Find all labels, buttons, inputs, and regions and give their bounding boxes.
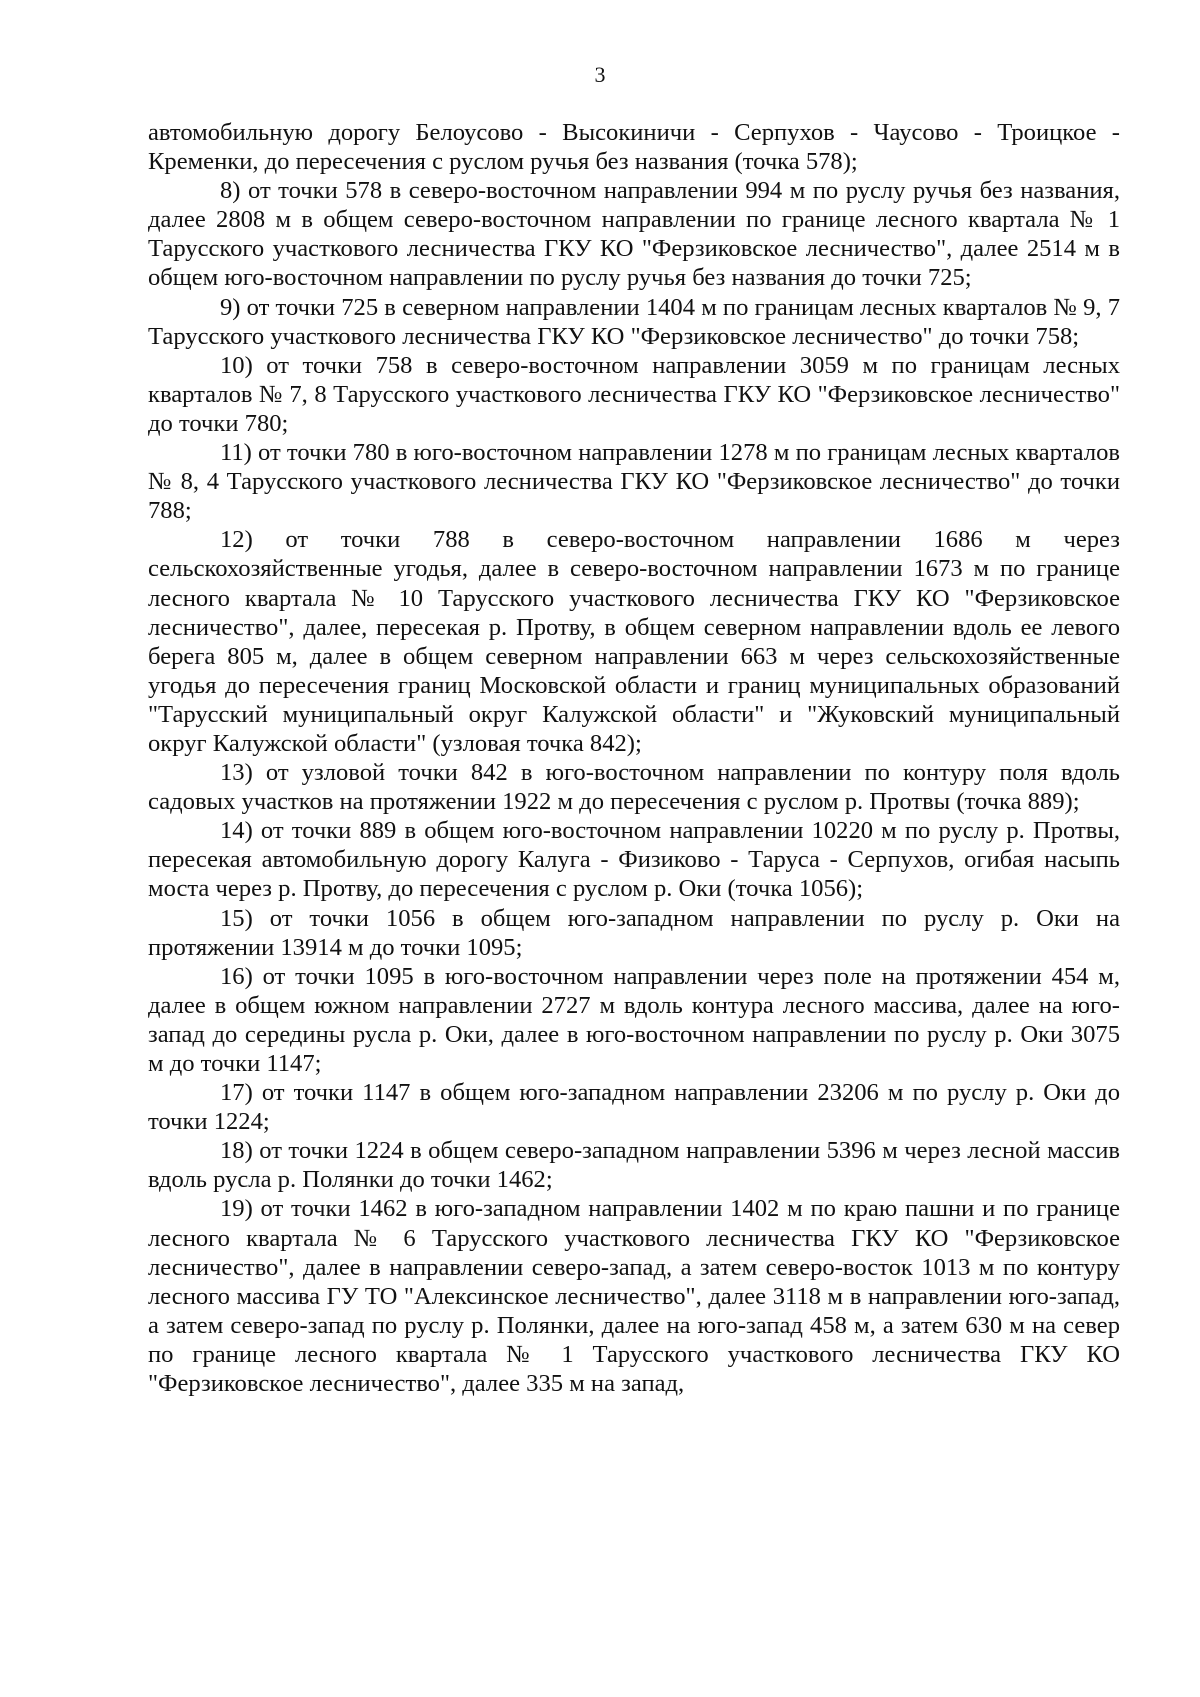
paragraph-item-11: 11) от точки 780 в юго-восточном направлении 1278 м по границам лесных кварталов № 8, 4 Тарусского участкового лесничества ГКУ КО "Ферзиковское лесничество" до точки 788;	[148, 439, 1120, 525]
paragraph-item-8: 8) от точки 578 в северо-восточном направлении 994 м по руслу ручья без названия, далее 2808 м в общем северо-восточном направлении по границе лесного квартала № 1 Тарусского участкового лесничества ГКУ КО "Ферзиковское лесничество", далее 2514 м в общем юго-восточном направлении по руслу ручья без названия до точки 725;	[148, 177, 1120, 292]
paragraph-item-9: 9) от точки 725 в северном направлении 1404 м по границам лесных кварталов № 9, 7 Тарусского участкового лесничества ГКУ КО "Ферзиковское лесничество" до точки 758;	[148, 293, 1120, 350]
paragraph-item-10: 10) от точки 758 в северо-восточном направлении 3059 м по границам лесных кварталов № 7, 8 Тарусского участкового лесничества ГКУ КО "Ферзиковское лесничество" до точки 780;	[148, 351, 1120, 437]
paragraph-item-16: 16) от точки 1095 в юго-восточном направлении через поле на протяжении 454 м, далее в общем южном направлении 2727 м вдоль контура лесного массива, далее на юго-запад до середины русла р. Оки, далее в юго-восточном направлении по руслу р. Оки 3075 м до точки 1147;	[148, 962, 1120, 1077]
paragraph-item-13: 13) от узловой точки 842 в юго-восточном направлении по контуру поля вдоль садовых участков на протяжении 1922 м до пересечения с руслом р. Протвы (точка 889);	[148, 759, 1120, 816]
paragraph-item-17: 17) от точки 1147 в общем юго-западном направлении 23206 м по руслу р. Оки до точки 1224;	[148, 1079, 1120, 1136]
paragraph-continuation: автомобильную дорогу Белоусово - Высокиничи - Серпухов - Чаусово - Троицкое - Кременки, до пересечения с руслом ручья без названия (точка 578);	[148, 119, 1120, 176]
paragraph-item-14: 14) от точки 889 в общем юго-восточном направлении 10220 м по руслу р. Протвы, пересекая автомобильную дорогу Калуга - Физиково - Таруса - Серпухов, огибая насыпь моста через р. Протву, до пересечения с руслом р. Оки (точка 1056);	[148, 817, 1120, 903]
paragraph-item-19: 19) от точки 1462 в юго-западном направлении 1402 м по краю пашни и по границе лесного квартала № 6 Тарусского участкового лесничества ГКУ КО "Ферзиковское лесничество", далее в направлении северо-запад, а затем северо-восток 1013 м по контуру лесного массива ГУ ТО "Алексинское лесничество", далее 3118 м в направлении юго-запад, а затем северо-запад по руслу р. Полянки, далее на юго-запад 458 м, а затем 630 м на север по границе лесного квартала № 1 Тарусского участкового лесничества ГКУ КО "Ферзиковское лесничество", далее 335 м на запад,	[148, 1195, 1120, 1398]
document-body	[148, 118, 1120, 1398]
paragraph-item-18: 18) от точки 1224 в общем северо-западном направлении 5396 м через лесной массив вдоль русла р. Полянки до точки 1462;	[148, 1137, 1120, 1194]
page-number: 3	[594, 62, 606, 87]
paragraph-item-15: 15) от точки 1056 в общем юго-западном направлении по руслу р. Оки на протяжении 13914 м до точки 1095;	[148, 904, 1120, 961]
paragraph-item-12: 12) от точки 788 в северо-восточном направлении 1686 м через сельскохозяйственные угодья, далее в северо-восточном направлении 1673 м по границе лесного квартала № 10 Тарусского участкового лесничества ГКУ КО "Ферзиковское лесничество", далее, пересекая р. Протву, в общем северном направлении вдоль ее левого берега 805 м, далее в общем северном направлении 663 м через сельскохозяйственные угодья до пересечения границ Московской области и границ муниципальных образований "Тарусский муниципальный округ Калужской области" и "Жуковский муниципальный округ Калужской области" (узловая точка 842);	[148, 526, 1120, 757]
